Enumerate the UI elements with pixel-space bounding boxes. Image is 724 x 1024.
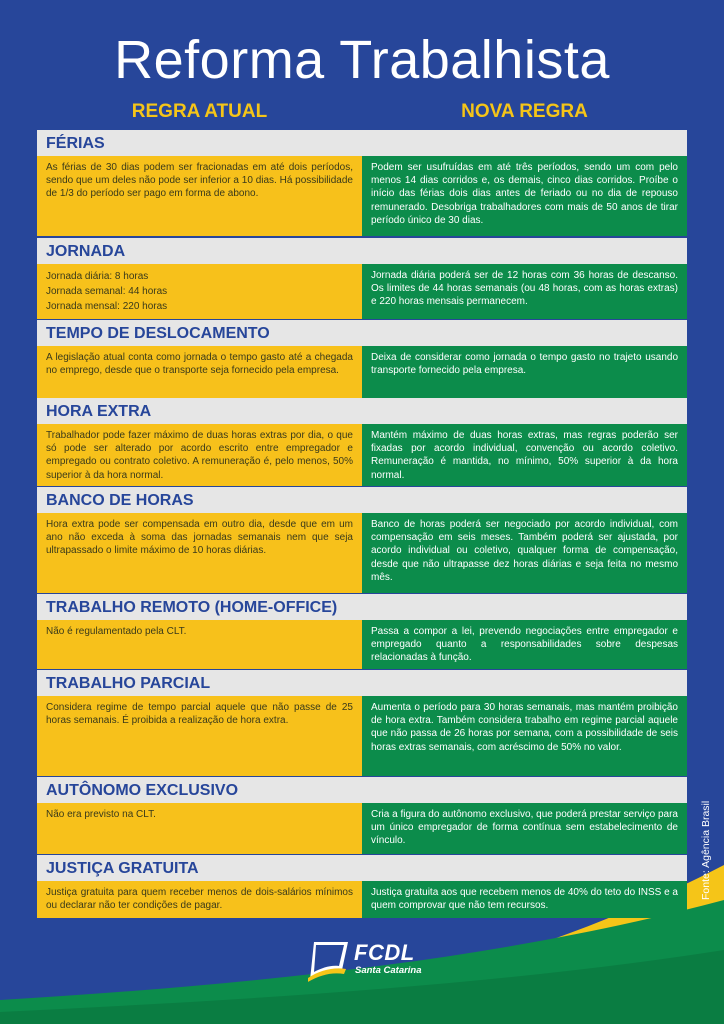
section-heading: TEMPO DE DESLOCAMENTO [37,320,687,346]
new-rule-text: Jornada diária poderá ser de 12 horas com 36 horas de descanso. Os limites de 44 horas semanais (ou 48 horas, com as horas extras) e 220 horas mensais permanecem. [362,264,687,319]
section-heading: HORA EXTRA [37,398,687,424]
new-rule-text: Deixa de considerar como jornada o tempo gasto no trajeto usando transporte fornecido pela empresa. [362,346,687,398]
section-jornada [37,238,687,319]
section-heading: TRABALHO REMOTO (HOME-OFFICE) [37,594,687,620]
current-rule-text: Não é regulamentado pela CLT. [37,620,362,669]
section-tempo-de-deslocamento [37,320,687,398]
section-heading: BANCO DE HORAS [37,487,687,513]
current-rule-text: Não era previsto na CLT. [37,803,362,854]
section-trabalho-parcial [37,670,687,776]
current-rule-line: Jornada semanal: 44 horas [46,286,168,297]
new-rule-text: Podem ser usufruídas em até três períodos, sendo um com pelo menos 14 dias corridos e, os demais, cinco dias corridos. Proíbe o início das férias dois dias antes de feriado ou no dia de repouso remunerado. Desobriga trabalhadores com mais de 50 anos de tirar período único de 30 dias. [362,156,687,236]
section-heading: FÉRIAS [37,130,687,156]
logo-subtitle: Santa Catarina [355,965,422,976]
new-rule-text: Cria a figura do autônomo exclusivo, que poderá prestar serviço para um único empregador de forma contínua sem estabelecimento de vínculo. [362,803,687,854]
section-heading: TRABALHO PARCIAL [37,670,687,696]
current-rule-line: Jornada diária: 8 horas [46,271,149,282]
current-rule-text: Justiça gratuita para quem receber menos de dois-salários mínimos ou declarar não ter condições de pagar. [37,881,362,918]
section-heading: JORNADA [37,238,687,264]
section-hora-extra [37,398,687,486]
current-rule-text: Considera regime de tempo parcial aquele que não passe de 25 horas semanais. É proibida a realização de hora extra. [37,696,362,776]
current-rule-text: A legislação atual conta como jornada o tempo gasto até a chegada no emprego, desde que o transporte seja fornecido pela empresa. [37,346,362,398]
column-header-current-rule: REGRA ATUAL [131,101,268,122]
new-rule-text: Aumenta o período para 30 horas semanais, mas mantém proibição de hora extra. Também considera trabalho em regime parcial aquele que não passa de 26 horas por semana, com a possibilidade de seis horas extras semanais, com acréscimo de 50% no valor. [362,696,687,776]
section-ferias [37,130,687,236]
source-credit: Fonte: Agência Brasil [700,800,712,900]
current-rule-line: Jornada mensal: 220 horas [46,301,168,312]
section-heading: JUSTIÇA GRATUITA [37,855,687,881]
fcdl-logo [304,938,444,984]
section-banco-de-horas [37,487,687,593]
new-rule-text: Passa a compor a lei, prevendo negociações entre empregador e empregado quanto a responsabilidades sobre despesas relacionadas à função. [362,620,687,669]
flag-swoosh-icon [304,938,350,984]
page-title: Reforma Trabalhista [114,30,610,90]
section-heading: AUTÔNOMO EXCLUSIVO [37,777,687,803]
section-trabalho-remoto [37,594,687,669]
section-justica-gratuita [37,855,687,918]
new-rule-text: Mantém máximo de duas horas extras, mas regras poderão ser fixadas por acordo individual, convenção ou acordo coletivo. Remuneração é mantida, no mínimo, 50% superior à da hora normal. [362,424,687,486]
current-rule-text: Trabalhador pode fazer máximo de duas horas extras por dia, o que só pode ser alterado por acordo escrito entre empregador e empregado ou contrato coletivo. A remuneração é, pelo menos, 50% superior à da hora normal. [37,424,362,486]
new-rule-text: Justiça gratuita aos que recebem menos de 40% do teto do INSS e a quem comprovar que não tem recursos. [362,881,687,918]
column-header-new-rule: NOVA REGRA [461,101,588,122]
current-rule-text [37,264,362,319]
logo-name: FCDL [354,940,415,965]
current-rule-text: Hora extra pode ser compensada em outro dia, desde que em um ano não exceda à soma das jornadas semanais nem que seja ultrapassado o limite máximo de 10 horas diárias. [37,513,362,593]
current-rule-text: As férias de 30 dias podem ser fracionadas em até dois períodos, sendo que um deles não pode ser inferior a 10 dias. Há possibilidade de 1/3 do período ser pago em forma de abono. [37,156,362,236]
new-rule-text: Banco de horas poderá ser negociado por acordo individual, com compensação em seis meses. Também poderá ser ajustada, por acordo individual ou coletivo, qualquer forma de compensação, desde que não ultrapasse dez horas diárias e seja feita no mesmo mês. [362,513,687,593]
section-autonomo-exclusivo [37,777,687,854]
